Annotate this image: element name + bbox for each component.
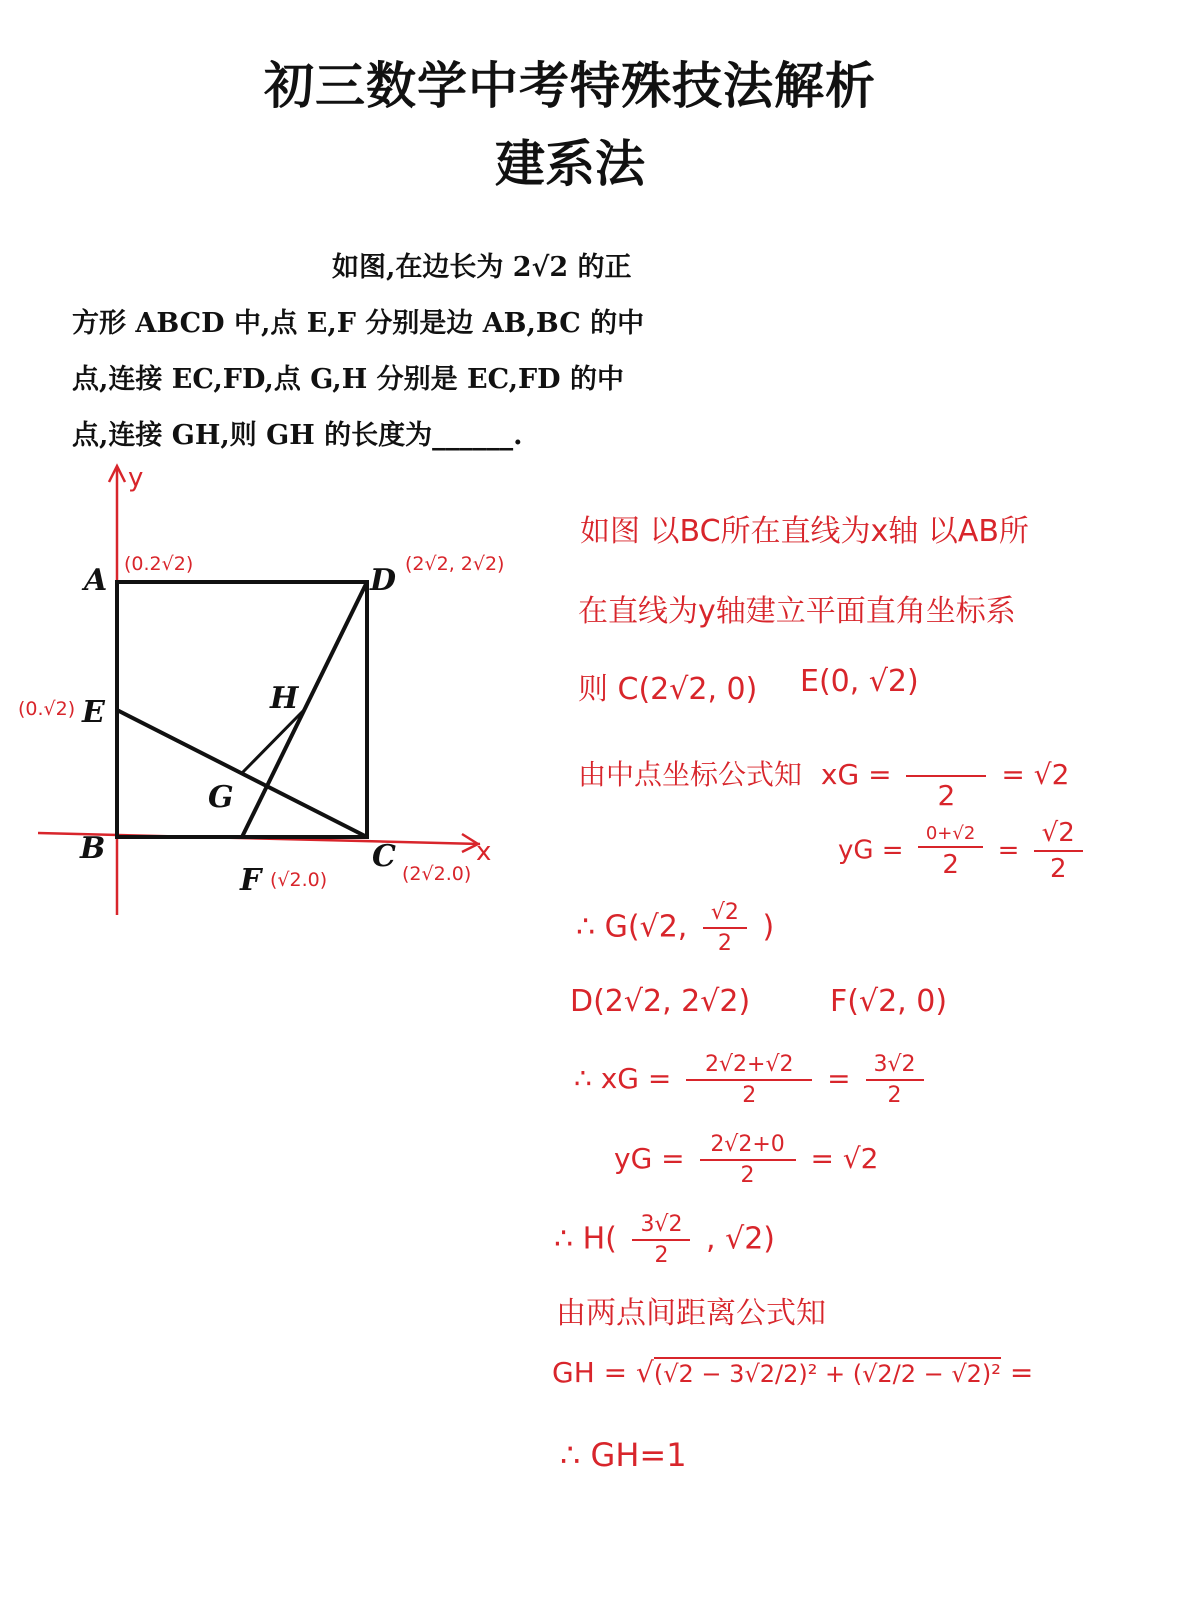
coord-f: (√2.0): [270, 869, 328, 891]
point-d-label: D: [370, 563, 397, 598]
solution-line-1: 如图 以BC所在直线为x轴 以AB所: [580, 514, 1029, 549]
yh-line: [614, 1132, 878, 1188]
yg-line: yG = $\frac{0+√2}{2}$ = $\frac{√2}{2}$: [838, 818, 1089, 884]
h-point-post: , √2): [706, 1221, 775, 1257]
xh-line: ∴ xG = $\frac{2√2+√2}{2}$ = $\frac{3√2}{2}$: [574, 1052, 930, 1108]
sqrt-symbol: √: [636, 1356, 654, 1389]
xh-numerator: 2√2+√2: [686, 1052, 812, 1081]
xh-rhs-fraction: [866, 1052, 924, 1108]
xg-numerator: [906, 740, 986, 777]
midpoint-formula-label: 由中点坐标公式知: [578, 758, 803, 791]
point-c-label: C: [372, 839, 396, 874]
segment-gh: [242, 710, 304, 773]
xg-rhs: = √2: [1001, 758, 1070, 791]
page-title: 初三数学中考特殊技法解析: [264, 56, 876, 115]
problem-line-3: 点,连接 EC,FD,点 G,H 分别是 EC,FD 的中: [72, 364, 624, 395]
yg-rhs-numerator: √2: [1034, 818, 1083, 852]
xg-fraction: [906, 740, 986, 812]
yg-numerator: 0+√2: [918, 823, 983, 848]
coord-d: (2√2, 2√2): [405, 553, 505, 575]
point-b-label: B: [80, 831, 106, 866]
gh-expression-line: [552, 1356, 1033, 1389]
f-point: F(√2, 0): [830, 984, 948, 1019]
yh-rhs: = √2: [810, 1142, 879, 1175]
xg-lhs: xG =: [820, 758, 892, 791]
yh-lhs: yG =: [614, 1142, 685, 1175]
g-point-denominator: 2: [717, 931, 732, 956]
h-point-fraction: [632, 1212, 690, 1268]
yg-lhs: yG =: [838, 835, 904, 866]
segment-ec: [117, 710, 367, 837]
point-a-label: A: [84, 563, 108, 598]
point-g-label: G: [208, 780, 234, 815]
gh-equals: =: [1009, 1356, 1034, 1389]
yh-denominator: 2: [740, 1163, 755, 1188]
gh-lhs: GH =: [552, 1356, 628, 1389]
g-point-fraction: [703, 900, 747, 956]
yg-denominator: 2: [942, 849, 959, 880]
g-point-post: ): [762, 909, 775, 945]
d-point: D(2√2, 2√2): [570, 984, 751, 1019]
problem-line-1: 如图,在边长为 2√2 的正: [332, 252, 632, 283]
xh-lhs: ∴ xG =: [574, 1062, 672, 1095]
solution-line-3a: 则 C(2√2, 0): [578, 672, 758, 707]
point-f-label: F: [240, 863, 262, 898]
xh-denominator: 2: [742, 1083, 757, 1108]
yh-fraction: [700, 1132, 796, 1188]
solution-line-2: 在直线为y轴建立平面直角坐标系: [578, 594, 1016, 629]
g-point-numerator: √2: [703, 900, 747, 929]
h-point-pre: ∴ H(: [554, 1221, 617, 1257]
distance-formula-label: 由两点间距离公式知: [556, 1296, 826, 1331]
yg-rhs-denominator: 2: [1049, 854, 1067, 884]
yg-rhs-fraction: [1034, 818, 1083, 884]
xh-rhs-numerator: 3√2: [866, 1052, 924, 1081]
problem-text: [72, 240, 692, 464]
point-h-label: H: [270, 681, 299, 716]
point-e-label: E: [82, 695, 105, 730]
g-point-line: [576, 900, 774, 956]
coord-c: (2√2.0): [402, 863, 472, 885]
h-point-line: [554, 1212, 775, 1268]
solution-line-4: [578, 740, 1069, 812]
yh-numerator: 2√2+0: [700, 1132, 796, 1161]
y-axis-label: y: [128, 463, 144, 493]
geometry-diagram: [0, 450, 560, 930]
xh-fraction: [686, 1052, 812, 1108]
x-axis-label: x: [476, 837, 492, 867]
h-point-denominator: 2: [654, 1243, 669, 1268]
yg-fraction: [918, 823, 983, 880]
coord-a: (0.2√2): [124, 553, 194, 575]
xg-denominator: 2: [937, 779, 956, 812]
problem-line-4: 点,连接 GH,则 GH 的长度为______.: [72, 420, 523, 451]
gh-radicand: (√2 − 3√2/2)² + (√2/2 − √2)²: [654, 1357, 1001, 1388]
segment-fd: [242, 582, 367, 837]
page-subtitle: 建系法: [495, 134, 645, 193]
h-point-numerator: 3√2: [632, 1212, 690, 1241]
xh-rhs-denominator: 2: [887, 1083, 902, 1108]
problem-line-2: 方形 ABCD 中,点 E,F 分别是边 AB,BC 的中: [72, 308, 645, 339]
g-point-pre: ∴ G(√2,: [576, 909, 688, 945]
coord-e: (0.√2): [18, 698, 76, 720]
final-answer: ∴ GH=1: [560, 1436, 687, 1474]
solution-line-3b: E(0, √2): [800, 664, 919, 699]
square-abcd: [117, 582, 367, 837]
